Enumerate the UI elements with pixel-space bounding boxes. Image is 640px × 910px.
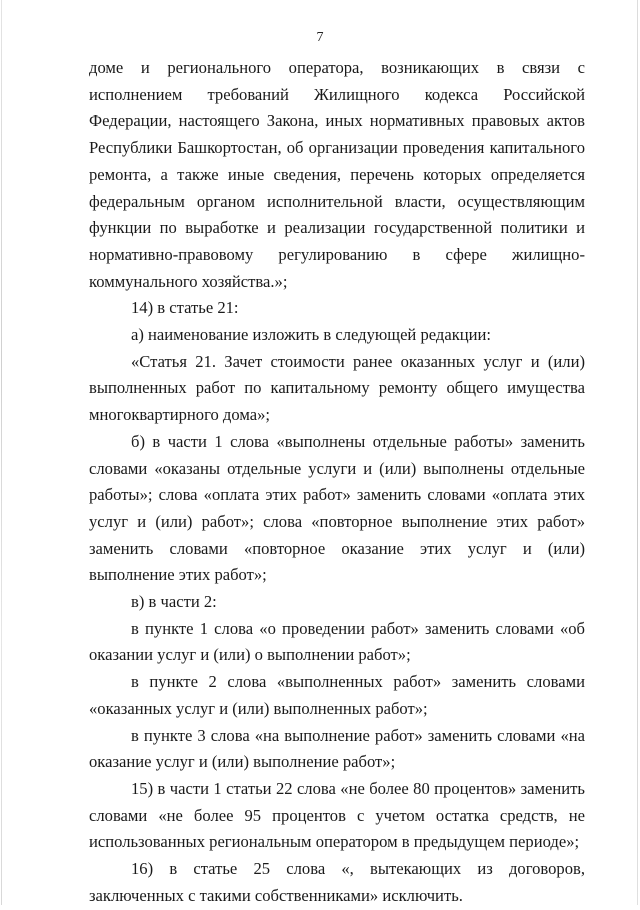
- paragraph: в) в части 2:: [131, 592, 217, 612]
- page-number: 7: [316, 30, 324, 45]
- scan-edge-right: [637, 0, 638, 905]
- paragraph: а) наименование изложить в следующей редакции:: [131, 325, 492, 345]
- paragraph: «Статья 21. Зачет стоимости ранее оказанных услуг и (или) выполненных работ по капитальному ремонту общего имущества многоквартирного дома»;: [89, 351, 585, 425]
- paragraph: в пункте 1 слова «о проведении работ» заменить словами «об оказании услуг и (или) о выполнении работ»;: [89, 618, 585, 665]
- paragraph: в пункте 2 слова «выполненных работ» заменить словами «оказанных услуг и (или) выполненных работ»;: [89, 672, 585, 718]
- paragraph: 14) в статье 21:: [131, 298, 239, 318]
- paragraph: 15) в части 1 статьи 22 слова «не более 80 процентов» заменить словами «не более 95 процентов с учетом остатка средств, не использованных региональным оператором в предыдущем периоде»;: [89, 778, 585, 852]
- scan-edge-left: [1, 0, 2, 905]
- body-text: [89, 55, 585, 910]
- paragraph: 16) в статье 25 слова «, вытекающих из договоров, заключенных с такими собственниками» исключить.: [89, 859, 585, 905]
- paragraph: б) в части 1 слова «выполнены отдельные работы» заменить словами «оказаны отдельные услуги и (или) выполнены отдельные работы»; слова «оплата этих работ» заменить словами «оплата этих услуг и (или) работ»; слова «повторное выполнение этих работ» заменить словами «повторное оказание этих услуг и (или) выполнение этих работ»;: [89, 431, 585, 585]
- paragraph: доме и регионального оператора, возникающих в связи с исполнением требований Жилищного кодекса Российской Федерации, настоящего Закона, иных нормативных правовых актов Республики Башкортостан, об организации проведения капитального ремонта, а также иные сведения, перечень которых определяется федеральным органом исполнительной власти, осуществляющим функции по выработке и реализации государственной политики и нормативно-правовому регулированию в сфере жилищно-коммунального хозяйства.»;: [89, 58, 585, 291]
- paragraph: в пункте 3 слова «на выполнение работ» заменить словами «на оказание услуг и (или) выполнение работ»;: [89, 725, 585, 772]
